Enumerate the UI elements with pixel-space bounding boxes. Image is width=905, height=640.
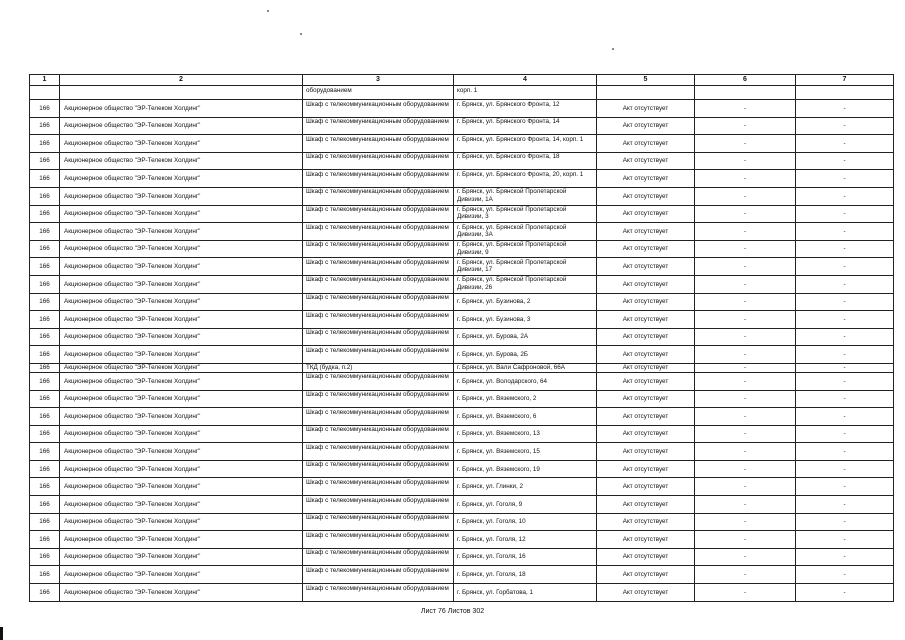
column-7-cell: - <box>796 513 894 531</box>
object-cell: Шкаф с телекоммуникационным оборудованием <box>303 408 454 426</box>
table-row <box>30 425 894 443</box>
object-cell: Шкаф с телекоммуникационным оборудованием <box>303 152 454 170</box>
column-7-cell: - <box>796 205 894 223</box>
owner-cell: Акционерное общество "ЭР-Телеком Холдинг" <box>60 293 303 311</box>
column-6-cell: - <box>695 117 796 135</box>
column-7-cell: - <box>796 496 894 514</box>
object-cell: Шкаф с телекоммуникационным оборудованием <box>303 275 454 293</box>
continuation-num-cell <box>30 86 60 100</box>
row-number-cell: 166 <box>30 170 60 188</box>
address-cell: г. Брянск, ул. Вяземского, 13 <box>454 425 597 443</box>
continuation-act-cell <box>597 86 695 100</box>
scan-speck <box>267 10 269 12</box>
act-status-cell: Акт отсутствует <box>597 187 695 205</box>
owner-cell: Акционерное общество "ЭР-Телеком Холдинг" <box>60 117 303 135</box>
row-number-cell: 166 <box>30 584 60 602</box>
object-cell: Шкаф с телекоммуникационным оборудованием <box>303 135 454 153</box>
table-row <box>30 372 894 390</box>
column-6-cell: - <box>695 566 796 584</box>
row-number-cell: 166 <box>30 425 60 443</box>
address-cell: г. Брянск, ул. Брянской Пролетарской Дивизии, 3А <box>454 223 597 241</box>
column-6-cell: - <box>695 275 796 293</box>
column-6-cell: - <box>695 240 796 258</box>
act-status-cell: Акт отсутствует <box>597 240 695 258</box>
column-header-6: 6 <box>695 75 796 86</box>
object-cell: Шкаф с телекоммуникационным оборудованием <box>303 258 454 276</box>
table-row <box>30 408 894 426</box>
column-7-cell: - <box>796 152 894 170</box>
address-cell: г. Брянск, ул. Гоголя, 18 <box>454 566 597 584</box>
column-6-cell: - <box>695 187 796 205</box>
act-status-cell: Акт отсутствует <box>597 408 695 426</box>
owner-cell: Акционерное общество "ЭР-Телеком Холдинг" <box>60 443 303 461</box>
address-cell: г. Брянск, ул. Брянского Фронта, 20, корп. 1 <box>454 170 597 188</box>
row-number-cell: 166 <box>30 346 60 364</box>
table-row <box>30 584 894 602</box>
address-cell: г. Брянск, ул. Вяземского, 19 <box>454 460 597 478</box>
table-row <box>30 478 894 496</box>
column-7-cell: - <box>796 117 894 135</box>
act-status-cell: Акт отсутствует <box>597 496 695 514</box>
column-6-cell: - <box>695 205 796 223</box>
owner-cell: Акционерное общество "ЭР-Телеком Холдинг" <box>60 240 303 258</box>
owner-cell: Акционерное общество "ЭР-Телеком Холдинг" <box>60 478 303 496</box>
owner-cell: Акционерное общество "ЭР-Телеком Холдинг" <box>60 311 303 329</box>
row-number-cell: 166 <box>30 223 60 241</box>
column-6-cell: - <box>695 135 796 153</box>
column-7-cell: - <box>796 566 894 584</box>
address-cell: г. Брянск, ул. Вяземского, 6 <box>454 408 597 426</box>
address-cell: г. Брянск, ул. Брянской Пролетарской Дивизии, 26 <box>454 275 597 293</box>
owner-cell: Акционерное общество "ЭР-Телеком Холдинг" <box>60 346 303 364</box>
row-number-cell: 166 <box>30 240 60 258</box>
object-cell: Шкаф с телекоммуникационным оборудованием <box>303 117 454 135</box>
column-6-cell: - <box>695 223 796 241</box>
owner-cell: Акционерное общество "ЭР-Телеком Холдинг" <box>60 258 303 276</box>
object-cell: Шкаф с телекоммуникационным оборудованием <box>303 566 454 584</box>
address-cell: г. Брянск, ул. Гоголя, 9 <box>454 496 597 514</box>
table-row <box>30 311 894 329</box>
column-6-cell: - <box>695 513 796 531</box>
table-row <box>30 275 894 293</box>
act-status-cell: Акт отсутствует <box>597 170 695 188</box>
act-status-cell: Акт отсутствует <box>597 372 695 390</box>
column-7-cell: - <box>796 275 894 293</box>
column-7-cell: - <box>796 346 894 364</box>
column-6-cell: - <box>695 443 796 461</box>
column-6-cell: - <box>695 478 796 496</box>
act-status-cell: Акт отсутствует <box>597 390 695 408</box>
owner-cell: Акционерное общество "ЭР-Телеком Холдинг" <box>60 548 303 566</box>
object-cell: Шкаф с телекоммуникационным оборудованием <box>303 170 454 188</box>
object-cell: ТКД (будка, п.2) <box>303 363 454 372</box>
address-cell: г. Брянск, ул. Брянского Фронта, 14, корп. 1 <box>454 135 597 153</box>
address-cell: г. Брянск, ул. Брянской Пролетарской Дивизии, 17 <box>454 258 597 276</box>
row-number-cell: 166 <box>30 205 60 223</box>
object-cell: Шкаф с телекоммуникационным оборудованием <box>303 513 454 531</box>
act-status-cell: Акт отсутствует <box>597 478 695 496</box>
object-cell: Шкаф с телекоммуникационным оборудованием <box>303 531 454 549</box>
table-row <box>30 548 894 566</box>
row-number-cell: 166 <box>30 496 60 514</box>
table-row <box>30 328 894 346</box>
column-6-cell: - <box>695 372 796 390</box>
row-number-cell: 166 <box>30 187 60 205</box>
owner-cell: Акционерное общество "ЭР-Телеком Холдинг" <box>60 372 303 390</box>
table-row <box>30 205 894 223</box>
registry-table <box>29 74 894 602</box>
column-6-cell: - <box>695 496 796 514</box>
address-cell: г. Брянск, ул. Гоголя, 10 <box>454 513 597 531</box>
act-status-cell: Акт отсутствует <box>597 513 695 531</box>
column-7-cell: - <box>796 100 894 118</box>
act-status-cell: Акт отсутствует <box>597 566 695 584</box>
act-status-cell: Акт отсутствует <box>597 346 695 364</box>
address-cell: г. Брянск, ул. Гоголя, 12 <box>454 531 597 549</box>
column-6-cell: - <box>695 363 796 372</box>
object-cell: Шкаф с телекоммуникационным оборудованием <box>303 205 454 223</box>
object-cell: Шкаф с телекоммуникационным оборудованием <box>303 496 454 514</box>
column-7-cell: - <box>796 311 894 329</box>
act-status-cell: Акт отсутствует <box>597 117 695 135</box>
address-cell: г. Брянск, ул. Брянской Пролетарской Дивизии, 1А <box>454 187 597 205</box>
column-7-cell: - <box>796 584 894 602</box>
continuation-col6-cell <box>695 86 796 100</box>
column-6-cell: - <box>695 584 796 602</box>
object-cell: Шкаф с телекоммуникационным оборудованием <box>303 372 454 390</box>
column-7-cell: - <box>796 460 894 478</box>
column-header-3: 3 <box>303 75 454 86</box>
row-number-cell: 166 <box>30 152 60 170</box>
column-header-4: 4 <box>454 75 597 86</box>
act-status-cell: Акт отсутствует <box>597 548 695 566</box>
column-6-cell: - <box>695 100 796 118</box>
row-number-cell: 166 <box>30 363 60 372</box>
act-status-cell: Акт отсутствует <box>597 328 695 346</box>
address-cell: г. Брянск, ул. Вяземского, 15 <box>454 443 597 461</box>
act-status-cell: Акт отсутствует <box>597 363 695 372</box>
table-row <box>30 390 894 408</box>
row-number-cell: 166 <box>30 513 60 531</box>
object-cell: Шкаф с телекоммуникационным оборудованием <box>303 460 454 478</box>
row-number-cell: 166 <box>30 311 60 329</box>
act-status-cell: Акт отсутствует <box>597 425 695 443</box>
column-6-cell: - <box>695 311 796 329</box>
table-row <box>30 566 894 584</box>
column-7-cell: - <box>796 328 894 346</box>
column-7-cell: - <box>796 443 894 461</box>
column-6-cell: - <box>695 293 796 311</box>
table-row <box>30 531 894 549</box>
address-cell: г. Брянск, ул. Бурова, 2Б <box>454 346 597 364</box>
act-status-cell: Акт отсутствует <box>597 152 695 170</box>
column-6-cell: - <box>695 390 796 408</box>
address-cell: г. Брянск, ул. Горбатова, 1 <box>454 584 597 602</box>
table-row <box>30 443 894 461</box>
column-7-cell: - <box>796 390 894 408</box>
column-header-1: 1 <box>30 75 60 86</box>
object-cell: Шкаф с телекоммуникационным оборудованием <box>303 478 454 496</box>
column-7-cell: - <box>796 425 894 443</box>
act-status-cell: Акт отсутствует <box>597 135 695 153</box>
address-cell: г. Брянск, ул. Брянского Фронта, 12 <box>454 100 597 118</box>
address-cell: г. Брянск, ул. Бузинова, 2 <box>454 293 597 311</box>
row-number-cell: 166 <box>30 258 60 276</box>
act-status-cell: Акт отсутствует <box>597 460 695 478</box>
address-cell: г. Брянск, ул. Гоголя, 16 <box>454 548 597 566</box>
object-cell: Шкаф с телекоммуникационным оборудованием <box>303 100 454 118</box>
column-6-cell: - <box>695 152 796 170</box>
address-cell: г. Брянск, ул. Брянской Пролетарской Дивизии, 9 <box>454 240 597 258</box>
object-cell: Шкаф с телекоммуникационным оборудованием <box>303 328 454 346</box>
column-7-cell: - <box>796 135 894 153</box>
column-7-cell: - <box>796 363 894 372</box>
owner-cell: Акционерное общество "ЭР-Телеком Холдинг" <box>60 100 303 118</box>
row-number-cell: 166 <box>30 328 60 346</box>
owner-cell: Акционерное общество "ЭР-Телеком Холдинг" <box>60 170 303 188</box>
object-cell: Шкаф с телекоммуникационным оборудованием <box>303 223 454 241</box>
row-number-cell: 166 <box>30 566 60 584</box>
column-6-cell: - <box>695 328 796 346</box>
scan-speck <box>612 48 614 50</box>
table-row <box>30 135 894 153</box>
continuation-object-cell: оборудованием <box>303 86 454 100</box>
column-header-7: 7 <box>796 75 894 86</box>
object-cell: Шкаф с телекоммуникационным оборудованием <box>303 548 454 566</box>
table-row <box>30 152 894 170</box>
column-7-cell: - <box>796 548 894 566</box>
address-cell: г. Брянск, ул. Брянского Фронта, 14 <box>454 117 597 135</box>
column-header-5: 5 <box>597 75 695 86</box>
column-7-cell: - <box>796 531 894 549</box>
column-7-cell: - <box>796 372 894 390</box>
table-row <box>30 496 894 514</box>
act-status-cell: Акт отсутствует <box>597 311 695 329</box>
column-6-cell: - <box>695 170 796 188</box>
table-row <box>30 460 894 478</box>
row-number-cell: 166 <box>30 135 60 153</box>
table-row <box>30 240 894 258</box>
row-number-cell: 166 <box>30 460 60 478</box>
owner-cell: Акционерное общество "ЭР-Телеком Холдинг" <box>60 275 303 293</box>
row-number-cell: 166 <box>30 100 60 118</box>
owner-cell: Акционерное общество "ЭР-Телеком Холдинг" <box>60 328 303 346</box>
act-status-cell: Акт отсутствует <box>597 443 695 461</box>
column-number-row <box>30 75 894 86</box>
row-number-cell: 166 <box>30 390 60 408</box>
act-status-cell: Акт отсутствует <box>597 293 695 311</box>
column-6-cell: - <box>695 531 796 549</box>
owner-cell: Акционерное общество "ЭР-Телеком Холдинг" <box>60 223 303 241</box>
owner-cell: Акционерное общество "ЭР-Телеком Холдинг" <box>60 460 303 478</box>
owner-cell: Акционерное общество "ЭР-Телеком Холдинг" <box>60 205 303 223</box>
scan-edge-mark <box>0 627 3 640</box>
row-number-cell: 166 <box>30 372 60 390</box>
owner-cell: Акционерное общество "ЭР-Телеком Холдинг" <box>60 584 303 602</box>
owner-cell: Акционерное общество "ЭР-Телеком Холдинг" <box>60 135 303 153</box>
act-status-cell: Акт отсутствует <box>597 584 695 602</box>
owner-cell: Акционерное общество "ЭР-Телеком Холдинг" <box>60 425 303 443</box>
address-cell: г. Брянск, ул. Брянской Пролетарской Дивизии, 3 <box>454 205 597 223</box>
column-7-cell: - <box>796 187 894 205</box>
owner-cell: Акционерное общество "ЭР-Телеком Холдинг" <box>60 496 303 514</box>
row-number-cell: 166 <box>30 117 60 135</box>
act-status-cell: Акт отсутствует <box>597 258 695 276</box>
column-6-cell: - <box>695 258 796 276</box>
object-cell: Шкаф с телекоммуникационным оборудованием <box>303 443 454 461</box>
owner-cell: Акционерное общество "ЭР-Телеком Холдинг" <box>60 390 303 408</box>
table-row <box>30 187 894 205</box>
continuation-col7-cell <box>796 86 894 100</box>
table-row <box>30 223 894 241</box>
address-cell: г. Брянск, ул. Глинки, 2 <box>454 478 597 496</box>
continuation-owner-cell <box>60 86 303 100</box>
owner-cell: Акционерное общество "ЭР-Телеком Холдинг" <box>60 363 303 372</box>
scan-speck <box>300 33 302 35</box>
object-cell: Шкаф с телекоммуникационным оборудованием <box>303 584 454 602</box>
row-number-cell: 166 <box>30 548 60 566</box>
owner-cell: Акционерное общество "ЭР-Телеком Холдинг" <box>60 187 303 205</box>
address-cell: г. Брянск, ул. Вали Сафроновой, 66А <box>454 363 597 372</box>
object-cell: Шкаф с телекоммуникационным оборудованием <box>303 425 454 443</box>
table-row <box>30 100 894 118</box>
act-status-cell: Акт отсутствует <box>597 531 695 549</box>
column-6-cell: - <box>695 346 796 364</box>
object-cell: Шкаф с телекоммуникационным оборудованием <box>303 240 454 258</box>
address-cell: г. Брянск, ул. Володарского, 64 <box>454 372 597 390</box>
table-row <box>30 346 894 364</box>
owner-cell: Акционерное общество "ЭР-Телеком Холдинг" <box>60 408 303 426</box>
column-6-cell: - <box>695 460 796 478</box>
object-cell: Шкаф с телекоммуникационным оборудованием <box>303 311 454 329</box>
table-row <box>30 170 894 188</box>
column-header-2: 2 <box>60 75 303 86</box>
object-cell: Шкаф с телекоммуникационным оборудованием <box>303 346 454 364</box>
column-7-cell: - <box>796 240 894 258</box>
column-7-cell: - <box>796 478 894 496</box>
object-cell: Шкаф с телекоммуникационным оборудованием <box>303 390 454 408</box>
column-7-cell: - <box>796 223 894 241</box>
address-cell: г. Брянск, ул. Брянского Фронта, 18 <box>454 152 597 170</box>
column-7-cell: - <box>796 408 894 426</box>
column-6-cell: - <box>695 425 796 443</box>
address-cell: г. Брянск, ул. Бузинова, 3 <box>454 311 597 329</box>
column-6-cell: - <box>695 408 796 426</box>
column-7-cell: - <box>796 258 894 276</box>
owner-cell: Акционерное общество "ЭР-Телеком Холдинг" <box>60 513 303 531</box>
column-6-cell: - <box>695 548 796 566</box>
table-row <box>30 293 894 311</box>
address-cell: г. Брянск, ул. Бурова, 2А <box>454 328 597 346</box>
owner-cell: Акционерное общество "ЭР-Телеком Холдинг" <box>60 152 303 170</box>
object-cell: Шкаф с телекоммуникационным оборудованием <box>303 187 454 205</box>
continuation-row <box>30 86 894 100</box>
address-cell: г. Брянск, ул. Вяземского, 2 <box>454 390 597 408</box>
owner-cell: Акционерное общество "ЭР-Телеком Холдинг" <box>60 531 303 549</box>
act-status-cell: Акт отсутствует <box>597 275 695 293</box>
act-status-cell: Акт отсутствует <box>597 100 695 118</box>
continuation-address-cell: корп. 1 <box>454 86 597 100</box>
act-status-cell: Акт отсутствует <box>597 223 695 241</box>
column-7-cell: - <box>796 293 894 311</box>
column-7-cell: - <box>796 170 894 188</box>
table-row <box>30 363 894 372</box>
table-row <box>30 513 894 531</box>
owner-cell: Акционерное общество "ЭР-Телеком Холдинг" <box>60 566 303 584</box>
row-number-cell: 166 <box>30 478 60 496</box>
page-footer: Лист 76 Листов 302 <box>420 608 485 615</box>
row-number-cell: 166 <box>30 293 60 311</box>
row-number-cell: 166 <box>30 531 60 549</box>
act-status-cell: Акт отсутствует <box>597 205 695 223</box>
row-number-cell: 166 <box>30 408 60 426</box>
table-row <box>30 258 894 276</box>
table-row <box>30 117 894 135</box>
object-cell: Шкаф с телекоммуникационным оборудованием <box>303 293 454 311</box>
row-number-cell: 166 <box>30 275 60 293</box>
row-number-cell: 166 <box>30 443 60 461</box>
